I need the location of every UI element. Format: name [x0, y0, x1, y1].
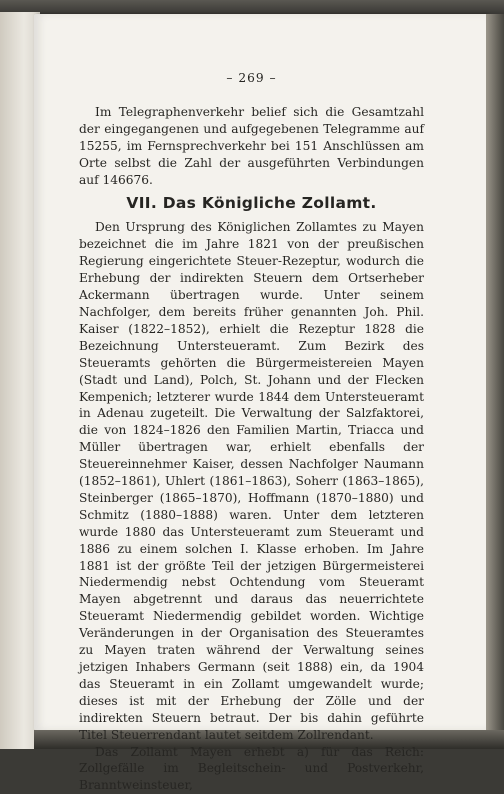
section-heading: VII. Das Königliche Zollamt.: [126, 194, 377, 213]
paragraph-zollamt-history: Den Ursprung des Königlichen Zollamtes zu Mayen bezeichnet die im Jahre 1821 von der preußischen Regierung eingerichtete Steuer-Rezeptur, wodurch die Erhebung der indirekten Steuern dem Ortserheber Ackermann übertragen wurde. Unter seinem Nachfolger, dem bereits früher genannten Joh. Phil. Kaiser (1822–1852), erhielt die Rezeptur 1828 die Bezeichnung Untersteueramt. Zum Bezirk des Steueramts gehörten die Bürgermeistereien Mayen (Stadt und Land), Polch, St. Johann und der Flecken Kempenich; letzterer wurde 1844 dem Untersteueramt in Adenau zugeteilt. Die Verwaltung der Salzfaktorei, die von 1824–1826 den Familien Martin, Triacca und Müller übertragen war, erhielt ebenfalls der Steuereinnehmer Kaiser, dessen Nachfolger Naumann (1852–1861), Uhlert (1861–1863), Soherr (1863–1865), Steinberger (1865–1870), Hoffmann (1870–1880) und Schmitz (1880–1888) waren. Unter dem letzteren wurde 1880 das Untersteueramt zum Steueramt und 1886 zu einem solchen I. Klasse erhoben. Im Jahre 1881 ist der größte Teil der jetzigen Bürgermeisterei Niedermendig nebst Ochtendung vom Steueramt Mayen abgetrennt und daraus das neuerrichtete Steueramt Niedermendig gebildet worden. Wichtige Veränderungen in der Organisation des Steueramtes zu Mayen traten während der Verwaltung seines jetzigen Inhabers Germann (seit 1888) ein, da 1904 das Steueramt in ein Zollamt umgewandelt wurde; dieses ist mit der Erhebung der Zölle und der indirekten Steuern betraut. Der bis dahin geführte Titel Steuerrendant lautet seitdem Zollrendant.: [79, 220, 424, 742]
page-stack-edge: [486, 14, 504, 749]
paragraph-telegraph: Im Telegraphenverkehr belief sich die Gesamtzahl der eingegangenen und aufgegebenen Telegramme auf 15255, im Fernsprechverkehr bei 151 Anschlüssen am Orte selbst die Zahl der ausgeführten Verbindungen auf 146676.: [79, 104, 424, 187]
page-number: – 269 –: [226, 71, 277, 85]
page-text-block: [79, 70, 424, 794]
paragraph-zollamt-duties: Das Zollamt Mayen erhebt a) für das Reich: Zollgefälle im Begleitschein- und Postverkehr, Branntweinsteuer,: [79, 744, 424, 793]
